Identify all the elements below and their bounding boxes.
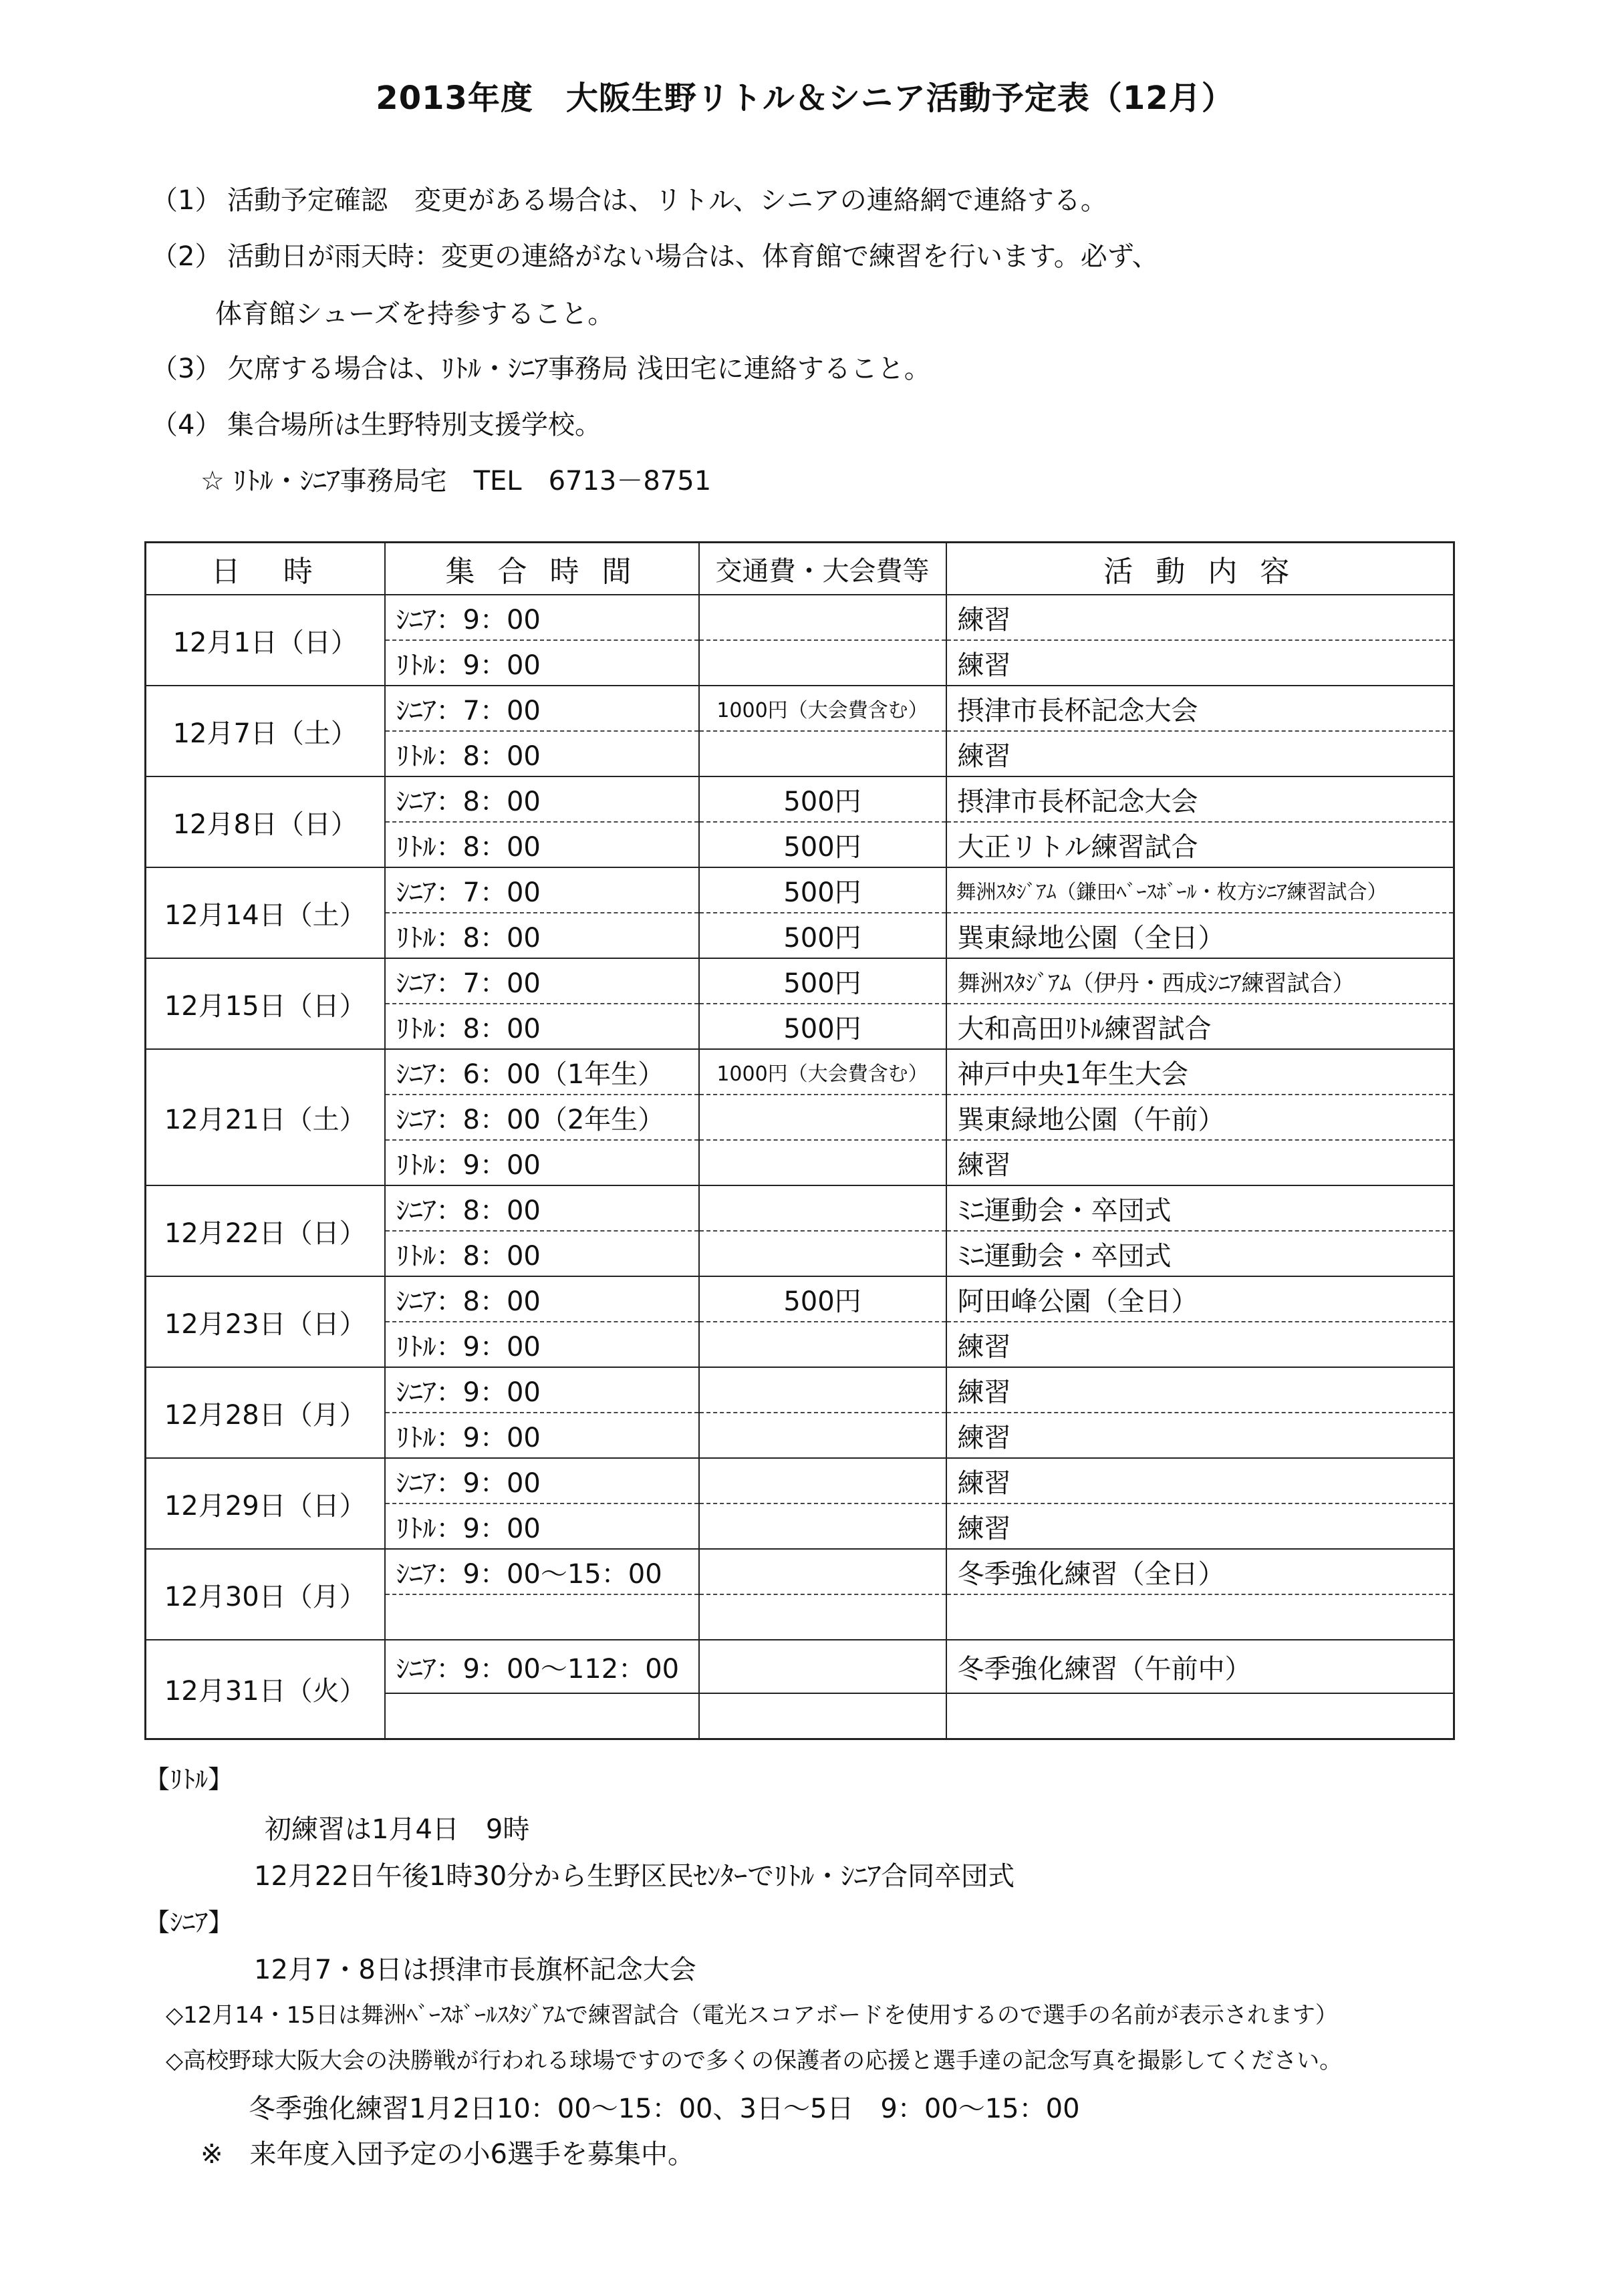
fee-cell <box>699 1185 946 1231</box>
date-cell: 12月15日（日） <box>146 958 385 1049</box>
note-number: （3） <box>151 353 222 384</box>
activity-cell: 練習 <box>946 1413 1454 1458</box>
note-text: 体育館シューズを持参すること。 <box>215 299 615 329</box>
table-row <box>146 958 1454 1004</box>
date-cell: 12月21日（土） <box>146 1049 385 1185</box>
meeting-time-cell: ｼﾆｱ：7：00 <box>385 958 699 1004</box>
meeting-time-cell: ﾘﾄﾙ：8：00 <box>385 731 699 776</box>
fee-cell <box>699 1594 946 1640</box>
meeting-time-cell: ｼﾆｱ：6：00（1年生） <box>385 1049 699 1095</box>
activity-cell: 練習 <box>946 1322 1454 1367</box>
activity-cell: 練習 <box>946 640 1454 686</box>
meeting-time-cell: ﾘﾄﾙ：9：00 <box>385 1140 699 1185</box>
table-row <box>146 595 1454 640</box>
table-row <box>146 1458 1454 1503</box>
fee-cell <box>699 1367 946 1413</box>
fee-cell: 500円 <box>699 1004 946 1049</box>
table-row <box>146 1276 1454 1322</box>
table-header-row <box>146 543 1454 595</box>
note-text: 欠席する場合は、ﾘﾄﾙ・ｼﾆｱ事務局 浅田宅に連絡すること。 <box>227 353 931 384</box>
table-row <box>146 776 1454 822</box>
date-cell: 12月22日（日） <box>146 1185 385 1276</box>
senior-note: ◇12月14・15日は舞洲ﾍﾞｰｽﾎﾞｰﾙｽﾀｼﾞｱﾑで練習試合（電光スコアボードを使用するので選手の名前が表示されます） <box>166 2002 1338 2029</box>
table-row <box>146 1640 1454 1693</box>
meeting-time-cell: ｼﾆｱ：9：00～15：00 <box>385 1549 699 1594</box>
activity-cell <box>946 1693 1454 1739</box>
fee-cell <box>699 1693 946 1739</box>
meeting-time-cell: ﾘﾄﾙ：9：00 <box>385 640 699 686</box>
little-note: 12月22日午後1時30分から生野区民ｾﾝﾀｰでﾘﾄﾙ・ｼﾆｱ合同卒団式 <box>254 1861 1015 1892</box>
date-cell: 12月29日（日） <box>146 1458 385 1549</box>
meeting-time-cell: ｼﾆｱ：8：00 <box>385 1185 699 1231</box>
table-row <box>146 1367 1454 1413</box>
activity-cell: 巽東緑地公園（全日） <box>946 913 1454 958</box>
activity-cell: ﾐﾆ運動会・卒団式 <box>946 1185 1454 1231</box>
meeting-time-cell: ﾘﾄﾙ：9：00 <box>385 1503 699 1549</box>
date-cell: 12月23日（日） <box>146 1276 385 1367</box>
note-number: （1） <box>151 185 222 216</box>
office-contact: ☆ ﾘﾄﾙ・ｼﾆｱ事務局宅 TEL 6713－8751 <box>200 466 712 496</box>
fee-cell: 1000円（大会費含む） <box>699 686 946 731</box>
meeting-time-cell: ﾘﾄﾙ：8：00 <box>385 822 699 867</box>
header-fees: 交通費・大会費等 <box>699 543 946 595</box>
fee-cell <box>699 1549 946 1594</box>
meeting-time-cell: ﾘﾄﾙ：9：00 <box>385 1413 699 1458</box>
little-note: 初練習は1月4日 9時 <box>265 1814 530 1845</box>
activity-cell: 練習 <box>946 1140 1454 1185</box>
meeting-time-cell: ｼﾆｱ：9：00～112：00 <box>385 1640 699 1693</box>
meeting-time-cell: ﾘﾄﾙ：9：00 <box>385 1322 699 1367</box>
activity-cell: ﾐﾆ運動会・卒団式 <box>946 1231 1454 1276</box>
meeting-time-cell <box>385 1693 699 1739</box>
note-text: 集合場所は生野特別支援学校。 <box>227 410 601 440</box>
meeting-time-cell <box>385 1594 699 1640</box>
meeting-time-cell: ｼﾆｱ：8：00（2年生） <box>385 1095 699 1140</box>
activity-cell: 神戸中央1年生大会 <box>946 1049 1454 1095</box>
fee-cell: 1000円（大会費含む） <box>699 1049 946 1095</box>
activity-cell: 巽東緑地公園（午前） <box>946 1095 1454 1140</box>
fee-cell: 500円 <box>699 913 946 958</box>
fee-cell: 500円 <box>699 1276 946 1322</box>
little-section-heading: 【ﾘﾄﾙ】 <box>144 1765 234 1794</box>
activity-cell: 大和高田ﾘﾄﾙ練習試合 <box>946 1004 1454 1049</box>
date-cell: 12月7日（土） <box>146 686 385 776</box>
activity-cell: 摂津市長杯記念大会 <box>946 776 1454 822</box>
fee-cell <box>699 1640 946 1693</box>
activity-cell: 大正リトル練習試合 <box>946 822 1454 867</box>
fee-cell <box>699 1095 946 1140</box>
header-datetime: 日 時 <box>146 543 385 595</box>
meeting-time-cell: ｼﾆｱ：9：00 <box>385 1367 699 1413</box>
activity-cell: 練習 <box>946 595 1454 640</box>
meeting-time-cell: ﾘﾄﾙ：8：00 <box>385 913 699 958</box>
table-row <box>146 1049 1454 1095</box>
meeting-time-cell: ｼﾆｱ：9：00 <box>385 595 699 640</box>
table-row <box>146 867 1454 913</box>
document-title: 2013年度 大阪生野リトル＆シニア活動予定表（12月） <box>376 80 1234 117</box>
header-activity: 活 動 内 容 <box>946 543 1454 595</box>
senior-note: ※ 来年度入団予定の小6選手を募集中。 <box>200 2139 694 2170</box>
date-cell: 12月8日（日） <box>146 776 385 867</box>
meeting-time-cell: ｼﾆｱ：9：00 <box>385 1458 699 1503</box>
senior-note: 12月7・8日は摂津市長旗杯記念大会 <box>254 1955 696 1985</box>
activity-cell: 阿田峰公園（全日） <box>946 1276 1454 1322</box>
fee-cell: 500円 <box>699 958 946 1004</box>
senior-note: 冬季強化練習1月2日10：00～15：00、3日～5日 9：00～15：00 <box>249 2094 1080 2124</box>
header-meeting-time: 集 合 時 間 <box>385 543 699 595</box>
fee-cell <box>699 640 946 686</box>
date-cell: 12月30日（月） <box>146 1549 385 1640</box>
fee-cell <box>699 731 946 776</box>
fee-cell <box>699 1413 946 1458</box>
schedule-table <box>144 541 1455 1740</box>
note-number: （2） <box>151 241 222 272</box>
note-text: 活動日が雨天時：変更の連絡がない場合は、体育館で練習を行います。必ず、 <box>227 241 1159 272</box>
activity-cell: 冬季強化練習（午前中） <box>946 1640 1454 1693</box>
fee-cell <box>699 1140 946 1185</box>
meeting-time-cell: ﾘﾄﾙ：8：00 <box>385 1004 699 1049</box>
table-row <box>146 686 1454 731</box>
note-number: （4） <box>151 410 222 440</box>
date-cell: 12月1日（日） <box>146 595 385 686</box>
activity-cell: 練習 <box>946 731 1454 776</box>
activity-cell: 舞洲ｽﾀｼﾞｱﾑ（鎌田ﾍﾞｰｽﾎﾞｰﾙ・枚方ｼﾆｱ練習試合） <box>946 867 1454 913</box>
fee-cell: 500円 <box>699 867 946 913</box>
note-text: 活動予定確認 変更がある場合は、リトル、シニアの連絡網で連絡する。 <box>227 185 1107 216</box>
senior-section-heading: 【ｼﾆｱ】 <box>144 1908 234 1937</box>
fee-cell: 500円 <box>699 822 946 867</box>
fee-cell <box>699 1231 946 1276</box>
fee-cell <box>699 595 946 640</box>
fee-cell <box>699 1458 946 1503</box>
activity-cell: 冬季強化練習（全日） <box>946 1549 1454 1594</box>
senior-note: ◇高校野球大阪大会の決勝戦が行われる球場ですので多くの保護者の応援と選手達の記念写真を撮影してください。 <box>166 2047 1343 2074</box>
table-row <box>146 1185 1454 1231</box>
meeting-time-cell: ｼﾆｱ：7：00 <box>385 867 699 913</box>
activity-cell <box>946 1594 1454 1640</box>
meeting-time-cell: ｼﾆｱ：7：00 <box>385 686 699 731</box>
fee-cell <box>699 1322 946 1367</box>
date-cell: 12月14日（土） <box>146 867 385 958</box>
fee-cell: 500円 <box>699 776 946 822</box>
date-cell: 12月28日（月） <box>146 1367 385 1458</box>
date-cell: 12月31日（火） <box>146 1640 385 1739</box>
fee-cell <box>699 1503 946 1549</box>
activity-cell: 舞洲ｽﾀｼﾞｱﾑ（伊丹・西成ｼﾆｱ練習試合） <box>946 958 1454 1004</box>
activity-cell: 練習 <box>946 1458 1454 1503</box>
table-row <box>146 1549 1454 1594</box>
activity-cell: 摂津市長杯記念大会 <box>946 686 1454 731</box>
activity-cell: 練習 <box>946 1503 1454 1549</box>
activity-cell: 練習 <box>946 1367 1454 1413</box>
meeting-time-cell: ﾘﾄﾙ：8：00 <box>385 1231 699 1276</box>
meeting-time-cell: ｼﾆｱ：8：00 <box>385 776 699 822</box>
meeting-time-cell: ｼﾆｱ：8：00 <box>385 1276 699 1322</box>
